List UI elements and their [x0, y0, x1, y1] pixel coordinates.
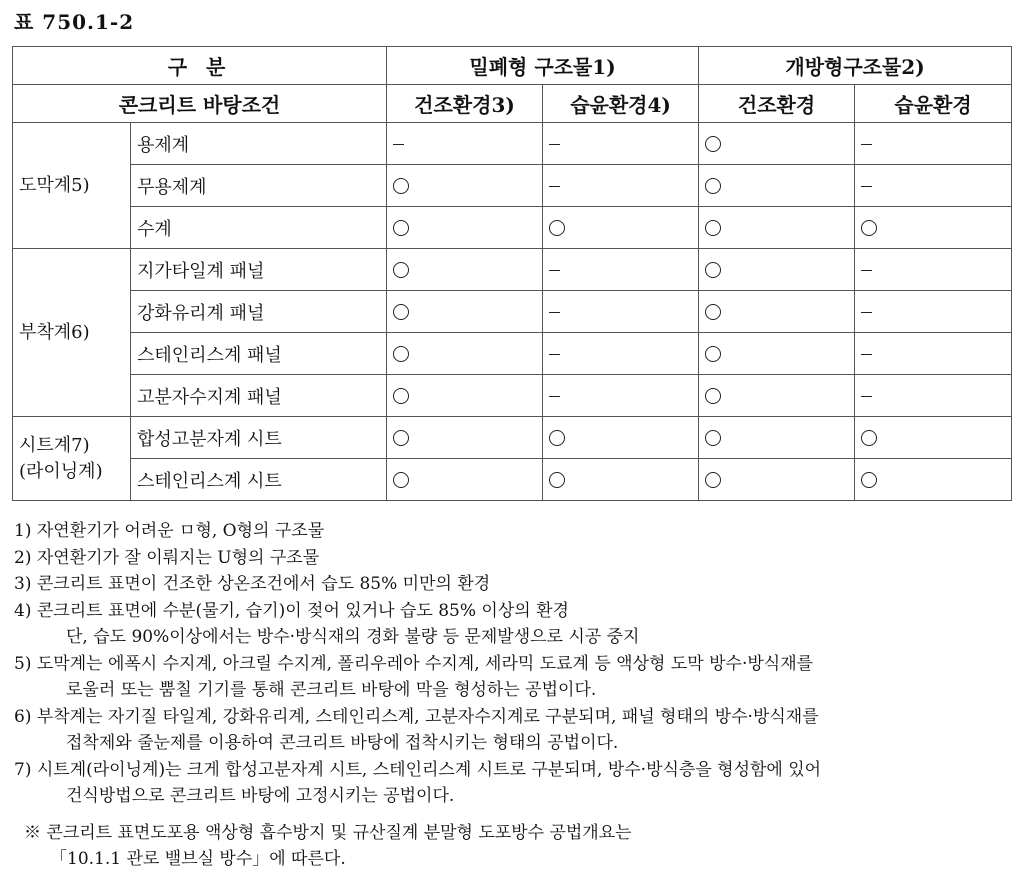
suitability-cell: [855, 249, 1012, 291]
header-row-2: [13, 85, 1012, 123]
circle-mark-icon: [393, 346, 409, 362]
footnote-6-cont: 접착제와 줄눈제를 이용하여 콘크리트 바탕에 접착시키는 형태의 공법이다.: [66, 733, 619, 753]
header-category: 구 분: [13, 47, 387, 85]
dash-mark-icon: [393, 144, 404, 145]
method-name: 무용제계: [131, 165, 387, 207]
group-label-cell: [13, 249, 131, 417]
circle-mark-icon: [861, 430, 877, 446]
method-name: 고분자수지계 패널: [131, 375, 387, 417]
group-label: 도막계5): [19, 174, 90, 196]
footnotes: [14, 518, 1014, 810]
header-closed-structure: 밀폐형 구조물1): [387, 47, 699, 85]
group-label: 부착계6): [19, 321, 90, 343]
suitability-cell: [855, 291, 1012, 333]
circle-mark-icon: [549, 220, 565, 236]
suitability-cell: [387, 333, 543, 375]
remark-line-2: 「10.1.1 관로 밸브실 방수」에 따른다.: [50, 849, 346, 869]
table-body: [13, 123, 1012, 501]
suitability-cell: [387, 459, 543, 501]
method-name: 스테인리스계 시트: [131, 459, 387, 501]
dash-mark-icon: [861, 270, 872, 271]
group-label-sub: (라이닝계): [19, 460, 103, 482]
group-label: 시트계7): [19, 434, 90, 456]
group-label-cell: [13, 417, 131, 501]
suitability-cell: [699, 123, 855, 165]
table-row: [13, 249, 1012, 291]
circle-mark-icon: [705, 388, 721, 404]
header-closed-dry: 건조환경3): [387, 85, 543, 123]
circle-mark-icon: [705, 472, 721, 488]
circle-mark-icon: [705, 178, 721, 194]
table-row: [13, 333, 1012, 375]
table-row: [13, 291, 1012, 333]
circle-mark-icon: [549, 430, 565, 446]
header-concrete-condition: 콘크리트 바탕조건: [13, 85, 387, 123]
suitability-cell: [543, 459, 699, 501]
footnote-7: 7) 시트계(라이닝계)는 크게 합성고분자계 시트, 스테인리스계 시트로 구분되며, 방수·방식층을 형성함에 있어: [14, 759, 822, 780]
suitability-cell: [855, 123, 1012, 165]
group-label-cell: [13, 123, 131, 249]
circle-mark-icon: [705, 346, 721, 362]
remark: [24, 820, 632, 872]
suitability-cell: [543, 123, 699, 165]
circle-mark-icon: [705, 430, 721, 446]
footnote-3: 3) 콘크리트 표면이 건조한 상온조건에서 습도 85% 미만의 환경: [14, 574, 491, 594]
suitability-cell: [543, 375, 699, 417]
dash-mark-icon: [549, 312, 560, 313]
suitability-cell: [699, 459, 855, 501]
circle-mark-icon: [705, 136, 721, 152]
method-name: 용제계: [131, 123, 387, 165]
suitability-cell: [699, 333, 855, 375]
footnote-6: 6) 부착계는 자기질 타일계, 강화유리계, 스테인리스계, 고분자수지계로 구분되며, 패널 형태의 방수·방식재를: [14, 706, 819, 727]
suitability-cell: [855, 417, 1012, 459]
suitability-cell: [855, 207, 1012, 249]
suitability-cell: [387, 249, 543, 291]
circle-mark-icon: [549, 472, 565, 488]
suitability-cell: [699, 291, 855, 333]
suitability-cell: [855, 165, 1012, 207]
suitability-cell: [543, 165, 699, 207]
dash-mark-icon: [549, 396, 560, 397]
method-name: 스테인리스계 패널: [131, 333, 387, 375]
method-name: 지가타일계 패널: [131, 249, 387, 291]
suitability-cell: [855, 375, 1012, 417]
suitability-cell: [699, 417, 855, 459]
footnote-1: 1) 자연환기가 어려운 ㅁ형, O형의 구조물: [14, 521, 325, 541]
dash-mark-icon: [549, 144, 560, 145]
suitability-cell: [855, 459, 1012, 501]
suitability-cell: [387, 375, 543, 417]
circle-mark-icon: [705, 220, 721, 236]
suitability-cell: [543, 417, 699, 459]
circle-mark-icon: [393, 220, 409, 236]
footnote-4-cont: 단, 습도 90%이상에서는 방수·방식재의 경화 불량 등 문제발생으로 시공 중지: [66, 627, 640, 647]
circle-mark-icon: [393, 304, 409, 320]
circle-mark-icon: [705, 262, 721, 278]
suitability-cell: [699, 165, 855, 207]
circle-mark-icon: [705, 304, 721, 320]
dash-mark-icon: [861, 144, 872, 145]
circle-mark-icon: [861, 472, 877, 488]
footnote-4: 4) 콘크리트 표면에 수분(물기, 습기)이 젖어 있거나 습도 85% 이상의 환경: [14, 600, 569, 621]
header-closed-wet: 습윤환경4): [543, 85, 699, 123]
circle-mark-icon: [861, 220, 877, 236]
table-row: [13, 459, 1012, 501]
suitability-cell: [387, 207, 543, 249]
table-row: [13, 207, 1012, 249]
dash-mark-icon: [861, 396, 872, 397]
remark-line-1: ※ 콘크리트 표면도포용 액상형 흡수방지 및 규산질계 분말형 도포방수 공법개요는: [24, 823, 632, 843]
header-open-dry: 건조환경: [699, 85, 855, 123]
dash-mark-icon: [549, 186, 560, 187]
header-open-structure: 개방형구조물2): [699, 47, 1012, 85]
circle-mark-icon: [393, 430, 409, 446]
dash-mark-icon: [861, 354, 872, 355]
circle-mark-icon: [393, 472, 409, 488]
method-name: 합성고분자계 시트: [131, 417, 387, 459]
spec-table: [12, 46, 1012, 501]
suitability-cell: [543, 249, 699, 291]
footnote-7-cont: 건식방법으로 콘크리트 바탕에 고정시키는 공법이다.: [66, 786, 455, 806]
header-open-wet: 습윤환경: [855, 85, 1012, 123]
dash-mark-icon: [549, 270, 560, 271]
table-caption: 표 750.1-2: [14, 10, 135, 34]
suitability-cell: [387, 417, 543, 459]
circle-mark-icon: [393, 388, 409, 404]
suitability-cell: [387, 291, 543, 333]
footnote-5-cont: 로울러 또는 뿜칠 기기를 통해 콘크리트 바탕에 막을 형성하는 공법이다.: [66, 680, 597, 700]
table-row: [13, 123, 1012, 165]
suitability-cell: [699, 207, 855, 249]
suitability-cell: [543, 333, 699, 375]
header-row-1: [13, 47, 1012, 85]
footnote-5: 5) 도막계는 에폭시 수지계, 아크릴 수지계, 폴리우레아 수지계, 세라믹 도료계 등 액상형 도막 방수·방식재를: [14, 653, 814, 674]
dash-mark-icon: [861, 186, 872, 187]
method-name: 수계: [131, 207, 387, 249]
suitability-cell: [543, 207, 699, 249]
circle-mark-icon: [393, 178, 409, 194]
dash-mark-icon: [549, 354, 560, 355]
table-row: [13, 417, 1012, 459]
table-row: [13, 165, 1012, 207]
suitability-cell: [855, 333, 1012, 375]
circle-mark-icon: [393, 262, 409, 278]
footnote-2: 2) 자연환기가 잘 이뤄지는 U형의 구조물: [14, 547, 320, 568]
suitability-cell: [543, 291, 699, 333]
suitability-cell: [699, 249, 855, 291]
method-name: 강화유리계 패널: [131, 291, 387, 333]
suitability-cell: [699, 375, 855, 417]
suitability-cell: [387, 123, 543, 165]
table-row: [13, 375, 1012, 417]
dash-mark-icon: [861, 312, 872, 313]
suitability-cell: [387, 165, 543, 207]
